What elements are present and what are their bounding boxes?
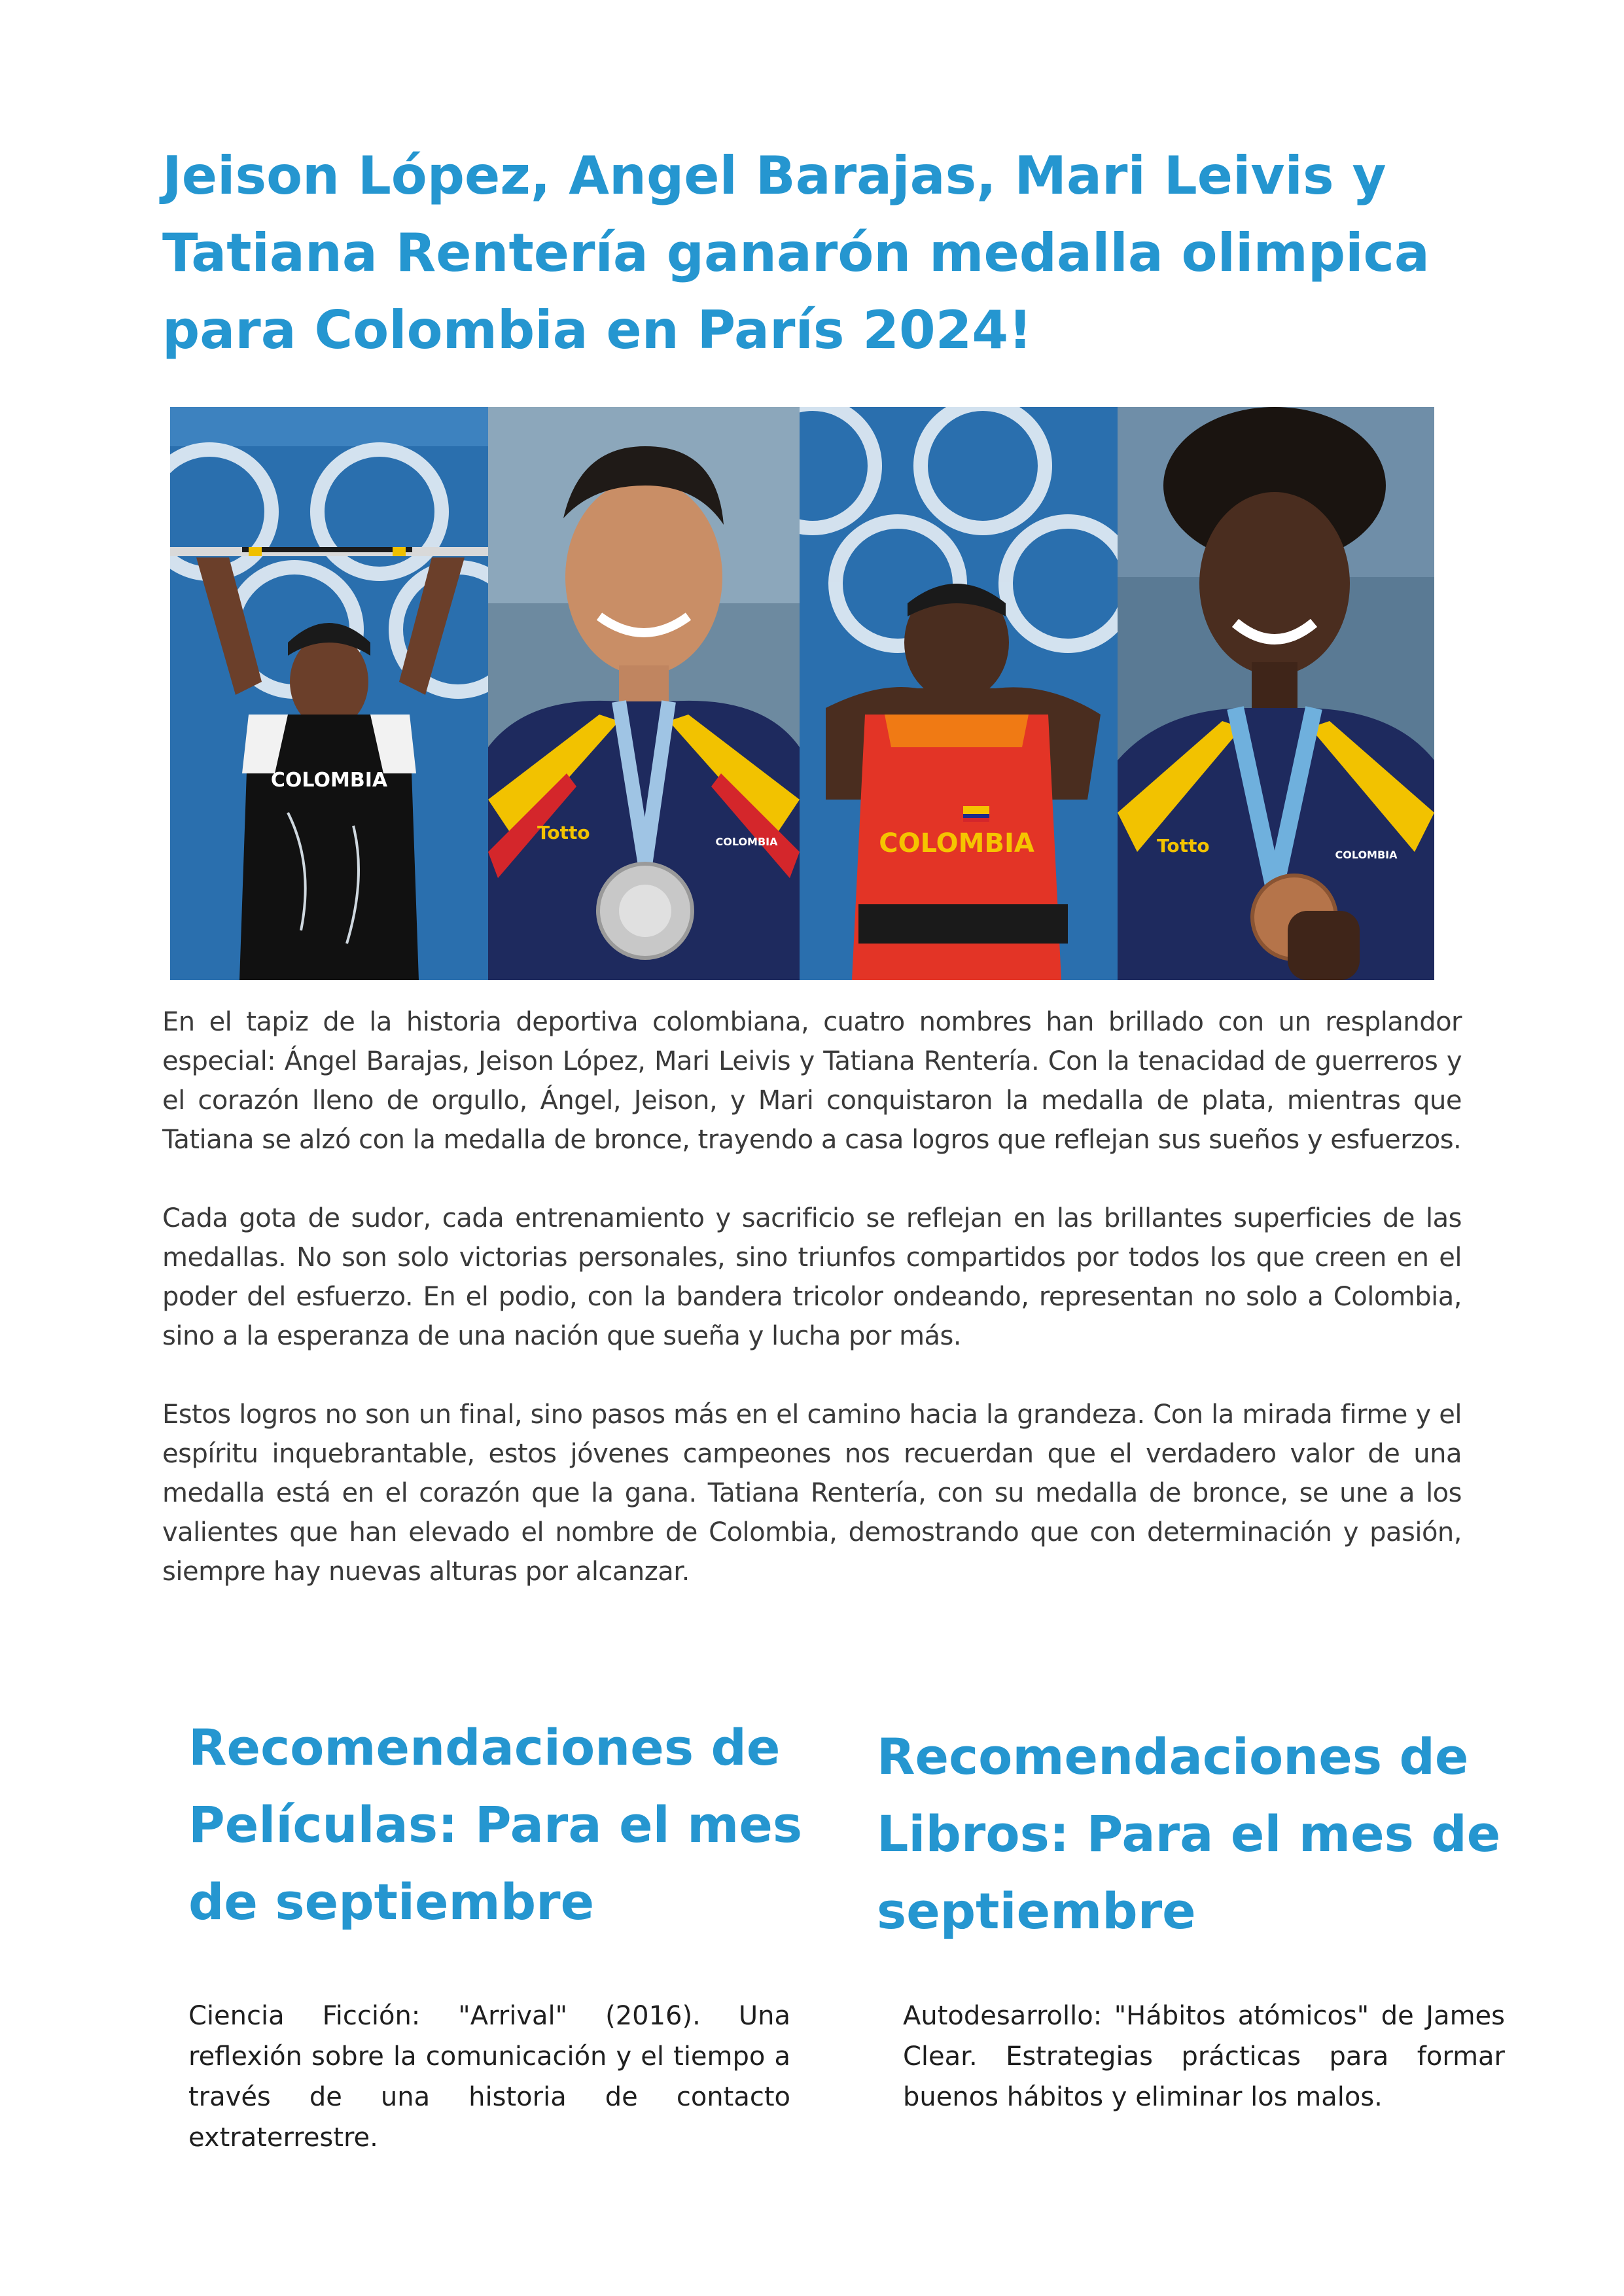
movies-heading-bold: Recomendaciones de Películas: bbox=[188, 1718, 781, 1854]
athlete-photo-jeison-lopez bbox=[800, 407, 1118, 980]
athletes-photo-strip bbox=[170, 407, 1434, 980]
movies-recommendation-text: Ciencia Ficción: "Arrival" (2016). Una reflexión sobre la comunicación y el tiempo a través de una historia de contacto extraterrestre. bbox=[188, 2001, 790, 2153]
books-heading-bold: Recomendaciones de Libros: bbox=[877, 1727, 1469, 1863]
athlete-photo-mari-leivis bbox=[170, 407, 488, 980]
athlete-photo-angel-barajas bbox=[488, 407, 800, 980]
books-recommendation-text: Autodesarrollo: "Hábitos atómicos" de James Clear. Estrategias prácticas para formar buenos hábitos y eliminar los malos. bbox=[903, 2001, 1505, 2112]
shirt-text-colombia: COLOMBIA bbox=[1335, 849, 1398, 861]
shirt-text-colombia: COLOMBIA bbox=[715, 836, 778, 848]
article-body bbox=[162, 1002, 1462, 1631]
article-paragraph: En el tapiz de la historia deportiva colombiana, cuatro nombres han brillado con un resplandor especial: Ángel Barajas, Jeison López, Mari Leivis y Tatiana Rentería. Con la tenacidad de guerreros y el corazón lleno de orgullo, Ángel, Jeison, y Mari conquistaron la medalla de plata, mientras que Tatiana se alzó con la medalla de bronce, trayendo a casa logros que reflejan sus sueños y esfuerzos. bbox=[162, 1007, 1462, 1155]
article-paragraph: Cada gota de sudor, cada entrenamiento y sacrificio se reflejan en las brillantes superficies de las medallas. No son solo victorias personales, sino triunfos compartidos por todos los que creen en el poder del esfuerzo. En el podio, con la bandera tricolor ondeando, representan no solo a Colombia, sino a la esperanza de una nación que sueña y lucha por más. bbox=[162, 1203, 1462, 1351]
shirt-text-colombia: COLOMBIA bbox=[270, 769, 388, 792]
article-title: Jeison López, Angel Barajas, Mari Leivis y Tatiana Rentería ganarón medalla olimpica para Colombia en París 2024! bbox=[162, 145, 1430, 361]
movies-heading bbox=[188, 1709, 817, 1941]
brand-text: Totto bbox=[1157, 835, 1210, 857]
shirt-text-colombia: COLOMBIA bbox=[879, 828, 1034, 858]
books-heading bbox=[877, 1718, 1531, 1950]
brand-text: Totto bbox=[537, 822, 590, 843]
movies-heading-rest: Para el mes de septiembre bbox=[188, 1795, 803, 1931]
article-paragraph: Estos logros no son un final, sino pasos más en el camino hacia la grandeza. Con la mirada firme y el espíritu inquebrantable, estos jóvenes campeones nos recuerdan que el verdadero valor de una medalla está en el corazón que la gana. Tatiana Rentería, con su medalla de bronce, se une a los valientes que han elevado el nombre de Colombia, demostrando que con determinación y pasión, siempre hay nuevas alturas por alcanzar. bbox=[162, 1400, 1462, 1587]
books-heading-rest: Para el mes de septiembre bbox=[877, 1805, 1501, 1940]
athlete-photo-tatiana-renteria bbox=[1118, 407, 1434, 980]
